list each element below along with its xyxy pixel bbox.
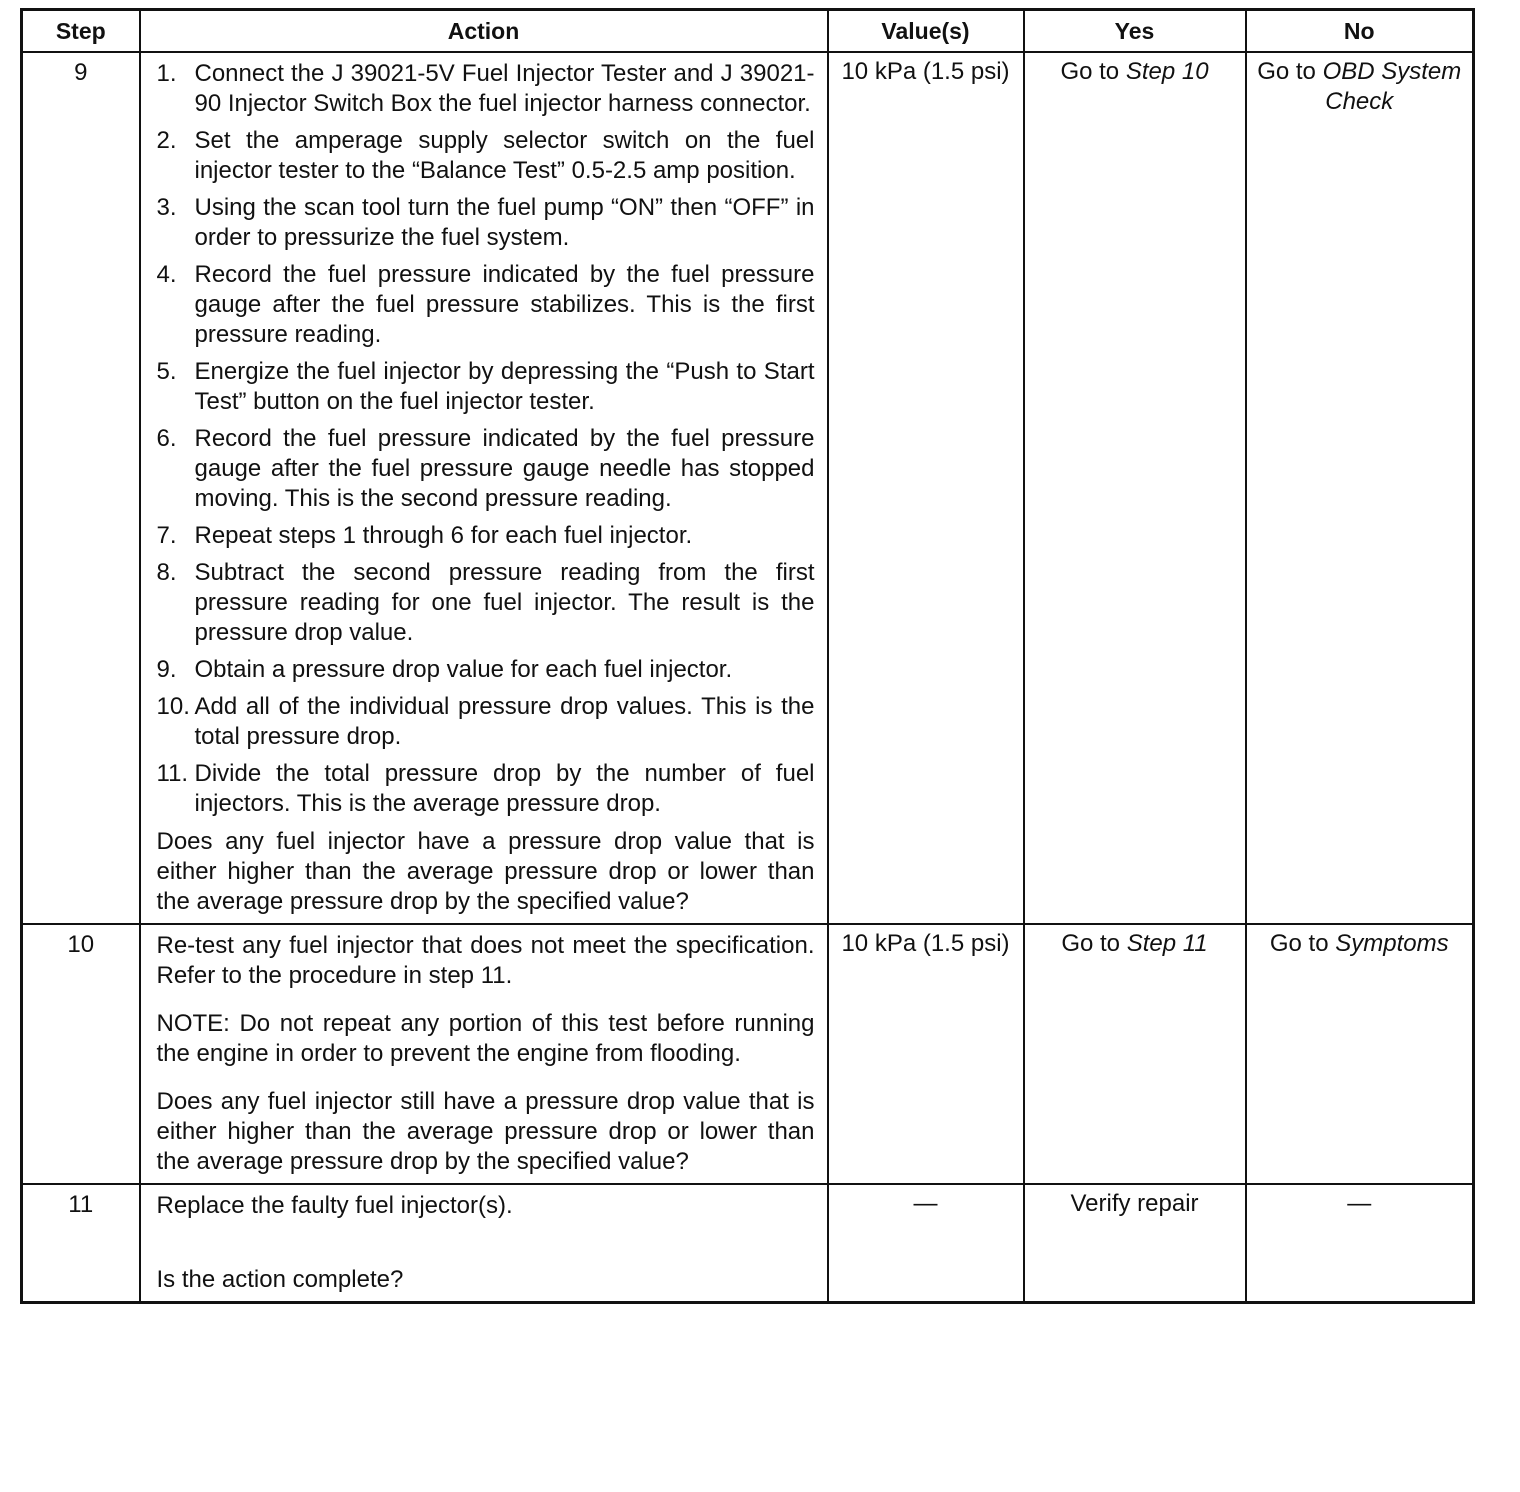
list-item-number: 11. bbox=[156, 760, 189, 787]
value-cell: — bbox=[828, 1184, 1024, 1303]
step-number: 11 bbox=[22, 1184, 140, 1303]
list-item bbox=[157, 692, 815, 752]
no-cell bbox=[1246, 924, 1474, 1184]
list-item-number: 6. bbox=[156, 425, 177, 452]
list-item-text: Subtract the second pressure reading from the first pressure reading for one fuel injector. The result is the pressure drop value. bbox=[194, 559, 815, 646]
header-action: Action bbox=[140, 10, 828, 53]
yes-cell: Verify repair bbox=[1024, 1184, 1246, 1303]
action-cell bbox=[140, 924, 828, 1184]
diagnostic-table bbox=[20, 8, 1475, 1304]
list-item-text: Obtain a pressure drop value for each fuel injector. bbox=[194, 656, 733, 683]
list-item-text: Record the fuel pressure indicated by the fuel pressure gauge after the fuel pressure gauge needle has stopped moving. This is the second pressure reading. bbox=[194, 425, 815, 512]
question-text: Does any fuel injector have a pressure drop value that is either higher than the average pressure drop or lower than the average pressure drop by the specified value? bbox=[156, 828, 815, 915]
header-values: Value(s) bbox=[828, 10, 1024, 53]
list-item bbox=[157, 424, 815, 514]
yes-cell bbox=[1024, 924, 1246, 1184]
list-item bbox=[157, 558, 815, 648]
list-item-number: 1. bbox=[156, 60, 177, 87]
list-item bbox=[157, 59, 815, 119]
yes-cell bbox=[1024, 52, 1246, 924]
list-item-number: 7. bbox=[156, 522, 177, 549]
list-item-text: Add all of the individual pressure drop values. This is the total pressure drop. bbox=[194, 693, 815, 750]
list-item-number: 8. bbox=[156, 559, 177, 586]
header-yes: Yes bbox=[1024, 10, 1246, 53]
no-obd-check-link[interactable]: OBD System Check bbox=[1322, 58, 1462, 115]
list-item bbox=[157, 521, 815, 551]
list-item-number: 3. bbox=[156, 194, 177, 221]
yes-step-link[interactable]: Step 10 bbox=[1125, 58, 1209, 85]
list-item bbox=[157, 193, 815, 253]
list-item bbox=[157, 357, 815, 417]
list-item-text: Energize the fuel injector by depressing the “Push to Start Test” button on the fuel injector tester. bbox=[194, 358, 815, 415]
value-cell: 10 kPa (1.5 psi) bbox=[828, 924, 1024, 1184]
no-prefix: Go to bbox=[1269, 930, 1336, 957]
list-item-number: 4. bbox=[156, 261, 177, 288]
list-item-number: 5. bbox=[156, 358, 177, 385]
list-item bbox=[157, 260, 815, 350]
action-cell bbox=[140, 52, 828, 924]
question-text: Does any fuel injector still have a pressure drop value that is either higher than the average pressure drop or lower than the average pressure drop by the specified value? bbox=[156, 1088, 815, 1175]
yes-prefix: Go to bbox=[1060, 58, 1126, 85]
list-item-text: Using the scan tool turn the fuel pump “ON” then “OFF” in order to pressurize the fuel system. bbox=[194, 194, 815, 251]
no-cell: — bbox=[1246, 1184, 1474, 1303]
value-cell: 10 kPa (1.5 psi) bbox=[828, 52, 1024, 924]
action-text: Replace the faulty fuel injector(s). bbox=[156, 1192, 513, 1219]
header-step: Step bbox=[22, 10, 140, 53]
list-item bbox=[157, 759, 815, 819]
no-symptoms-link[interactable]: Symptoms bbox=[1335, 930, 1449, 957]
list-item bbox=[157, 126, 815, 186]
step-number: 10 bbox=[22, 924, 140, 1184]
table-row-step-10 bbox=[22, 924, 1474, 1184]
header-row bbox=[22, 10, 1474, 53]
list-item-text: Divide the total pressure drop by the number of fuel injectors. This is the average pressure drop. bbox=[194, 760, 815, 817]
action-cell bbox=[140, 1184, 828, 1303]
list-item-number: 10. bbox=[156, 693, 190, 720]
list-item-text: Connect the J 39021-5V Fuel Injector Tester and J 39021-90 Injector Switch Box the fuel injector harness connector. bbox=[194, 60, 815, 117]
list-item-text: Set the amperage supply selector switch on the fuel injector tester to the “Balance Test” 0.5-2.5 amp position. bbox=[194, 127, 815, 184]
table-row-step-9 bbox=[22, 52, 1474, 924]
yes-prefix: Go to bbox=[1061, 930, 1127, 957]
list-item-text: Record the fuel pressure indicated by the fuel pressure gauge after the fuel pressure stabilizes. This is the first pressure reading. bbox=[194, 261, 815, 348]
no-prefix: Go to bbox=[1257, 58, 1323, 85]
action-steps-list bbox=[157, 59, 815, 819]
header-no: No bbox=[1246, 10, 1474, 53]
table-row-step-11 bbox=[22, 1184, 1474, 1303]
step-number: 9 bbox=[22, 52, 140, 924]
list-item-text: Repeat steps 1 through 6 for each fuel injector. bbox=[194, 522, 693, 549]
list-item-number: 9. bbox=[156, 656, 177, 683]
yes-step-link[interactable]: Step 11 bbox=[1126, 930, 1208, 957]
list-item bbox=[157, 655, 815, 685]
no-cell bbox=[1246, 52, 1474, 924]
note-text: NOTE: Do not repeat any portion of this test before running the engine in order to prevent the engine from flooding. bbox=[156, 1010, 815, 1067]
action-text: Re-test any fuel injector that does not meet the specification. Refer to the procedure in step 11. bbox=[156, 932, 815, 989]
question-text: Is the action complete? bbox=[156, 1266, 404, 1293]
list-item-number: 2. bbox=[156, 127, 177, 154]
